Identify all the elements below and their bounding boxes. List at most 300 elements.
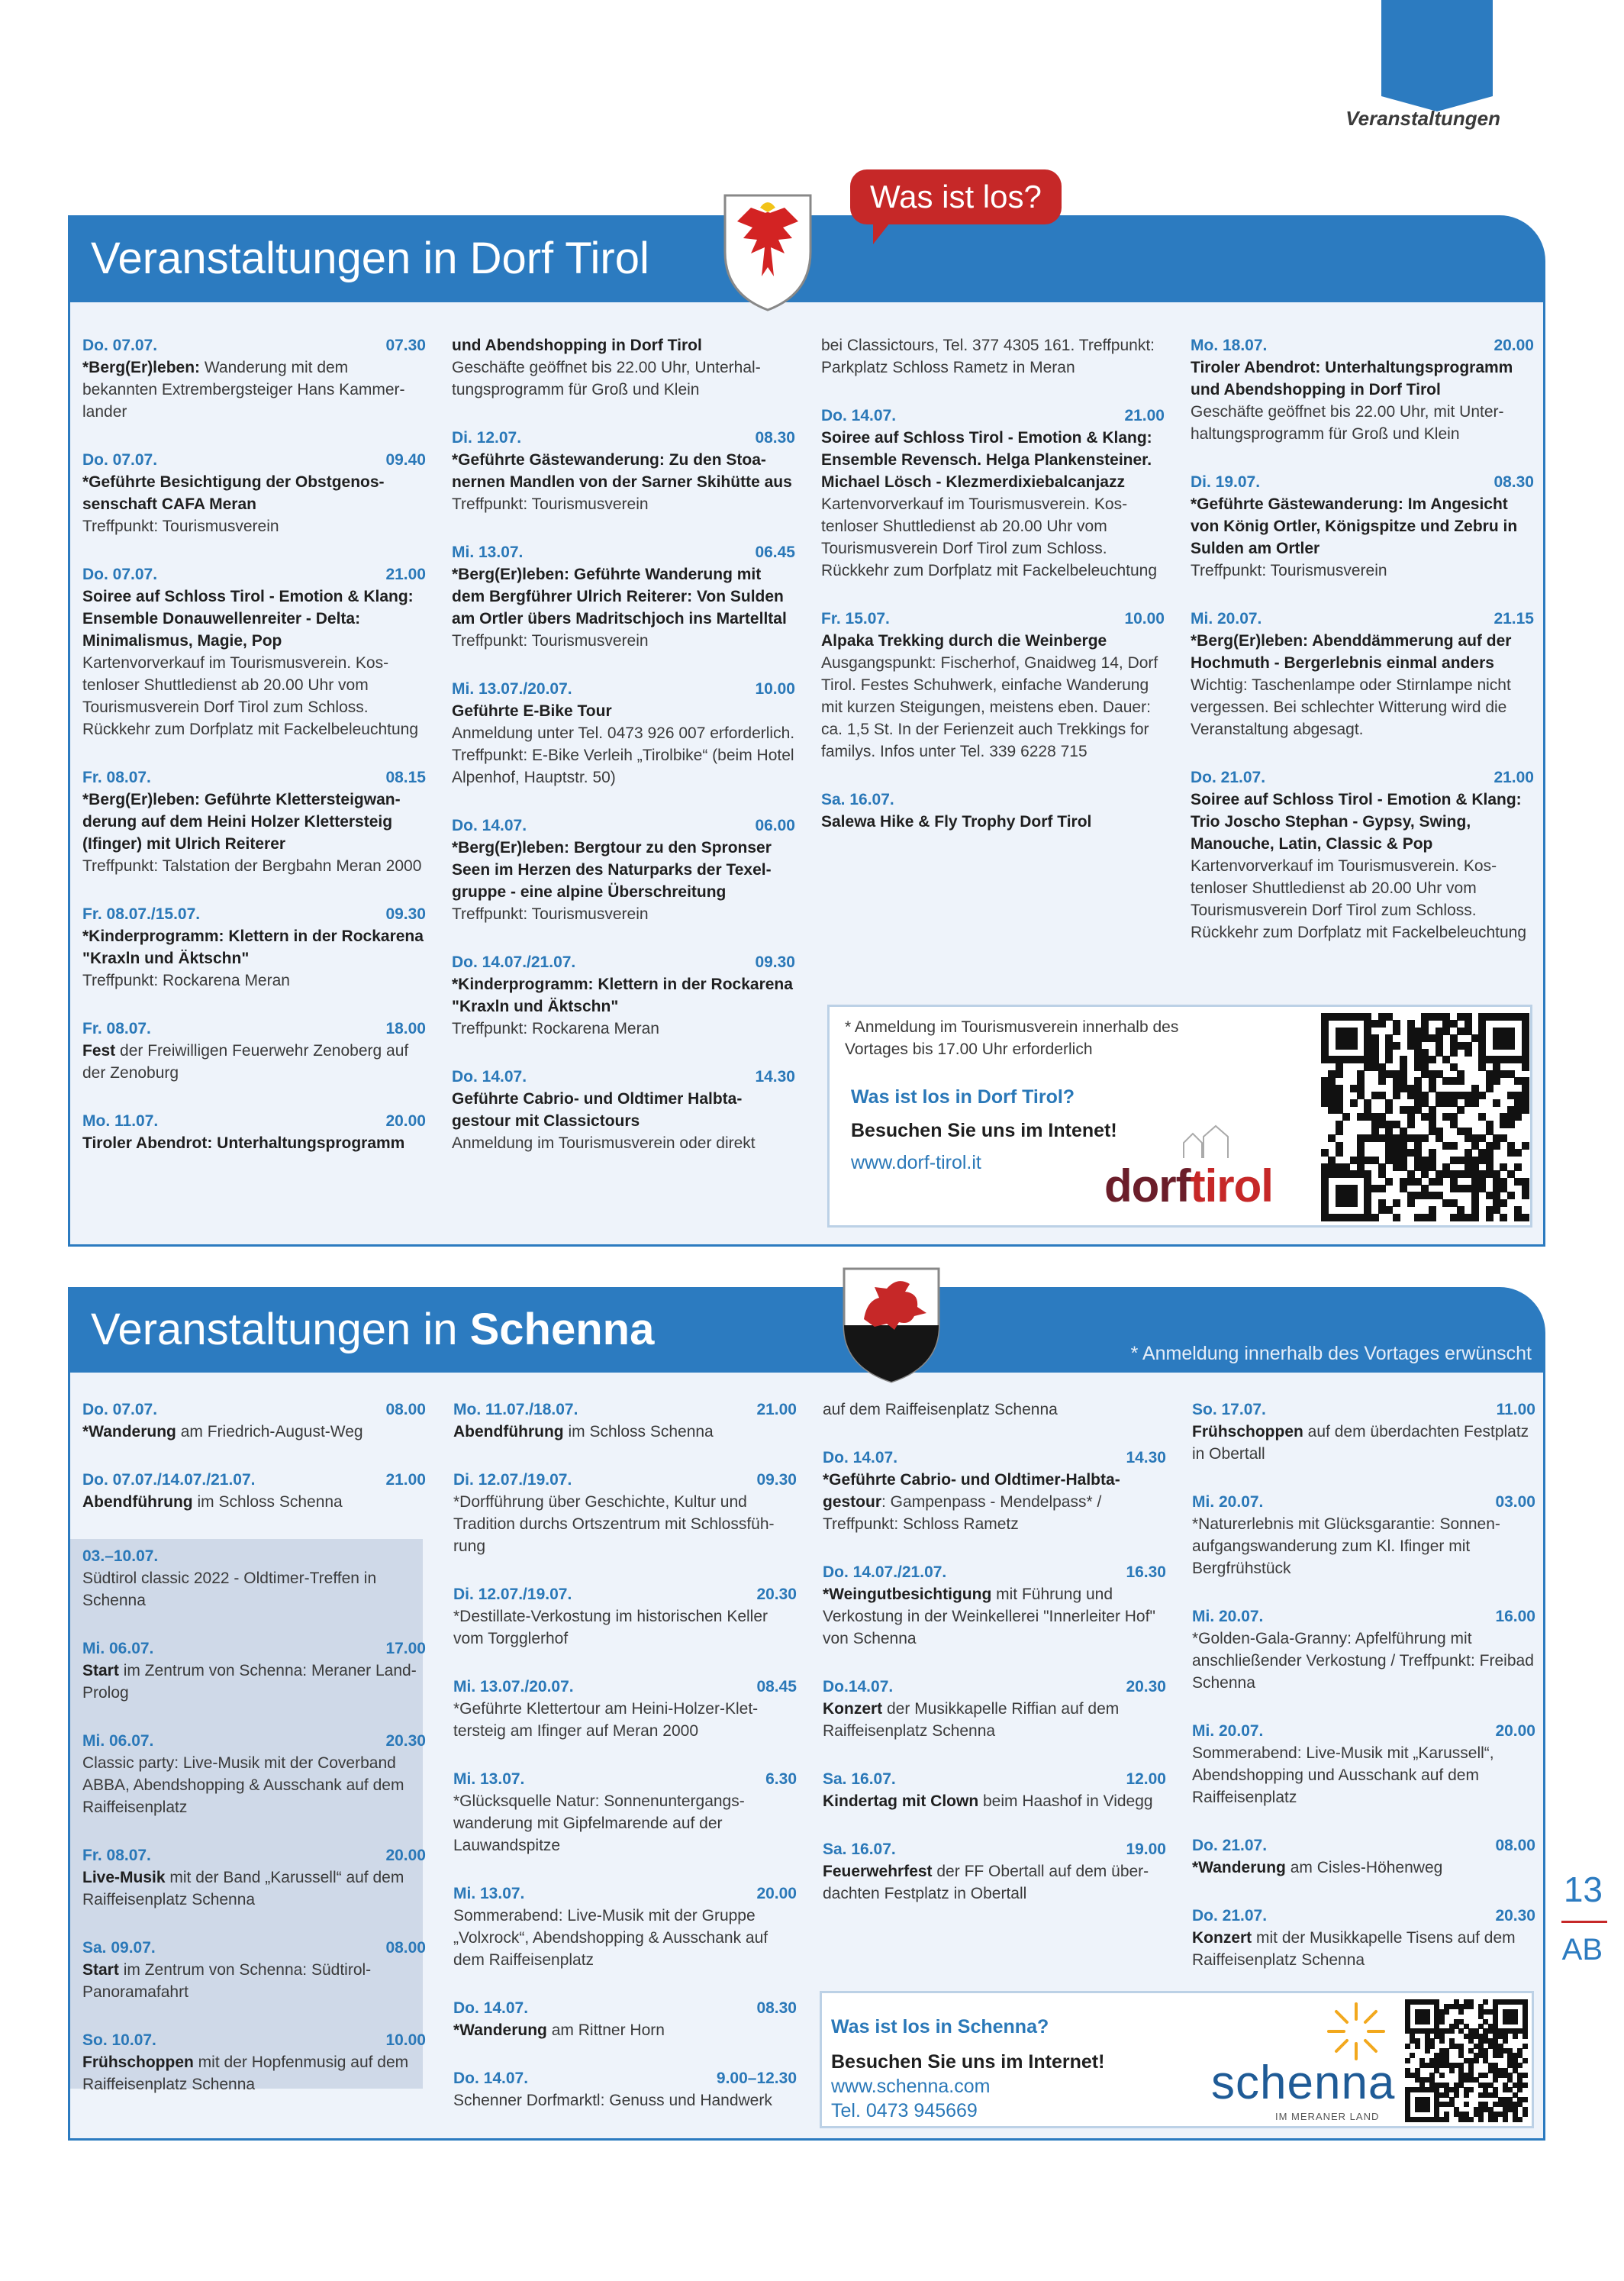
event-body — [823, 1469, 1166, 1535]
event-date: Mi. 20.07. — [1192, 1493, 1264, 1511]
event-text: im Schloss Schenna — [192, 1493, 343, 1511]
qr-module — [1454, 2092, 1459, 2098]
qr-module — [1493, 1077, 1500, 1085]
event-date: Sa. 09.07. — [82, 1939, 156, 1957]
event-text: bei Classictours, Tel. 377 4305 161. Treffpunkt: Parkplatz Schloss Rametz in Meran — [821, 337, 1155, 376]
tirol-column-2 — [452, 334, 795, 1180]
event-item — [453, 2067, 797, 2112]
qr-module — [1513, 2034, 1518, 2039]
event-body — [1191, 493, 1534, 582]
qr-module — [1478, 2117, 1484, 2122]
event-date-row — [82, 563, 426, 586]
event-title: *Geführte Gästewanderung: Zu den Stoanernen Mandlen von der Sarner Skihütte aus — [452, 451, 792, 491]
event-text: Treffpunkt: Rockarena Meran — [452, 1020, 659, 1037]
tirol-promo-question: Was ist los in Dorf Tirol? — [851, 1086, 1075, 1108]
event-item — [452, 678, 795, 789]
event-time: 21.00 — [385, 1471, 426, 1489]
event-item — [1191, 334, 1534, 445]
qr-module — [1522, 2097, 1528, 2102]
qr-module — [1522, 1142, 1529, 1150]
qr-module — [1378, 1020, 1386, 1028]
event-text: Sommerabend: Live-Musik mit der Gruppe „Volxrock“, Abendshopping & Ausschank auf dem Raiffeisenplatz — [453, 1907, 768, 1969]
event-body — [823, 1698, 1166, 1742]
event-title: Abendführung — [82, 1493, 193, 1511]
qr-module — [1429, 1056, 1436, 1063]
event-title: *Geführte Cabrio- und Oldtimer-Halbtagestour — [823, 1471, 1120, 1511]
qr-module — [1444, 2009, 1449, 2015]
qr-module — [1449, 2028, 1455, 2034]
event-body — [82, 1866, 426, 1911]
event-body — [82, 1959, 426, 2003]
event-item — [823, 1561, 1166, 1650]
event-time: 03.00 — [1495, 1493, 1535, 1511]
event-title: *Geführte Besichtigung der Obstgenossenschaft CAFA Meran — [82, 473, 385, 513]
event-text: Treffpunkt: Rockarena Meran — [82, 972, 290, 989]
schenna-banner-title — [91, 1287, 654, 1373]
qr-module — [1493, 1099, 1500, 1107]
qr-module — [1517, 2063, 1522, 2068]
event-item — [82, 903, 426, 992]
event-body — [452, 837, 795, 925]
event-body — [82, 586, 426, 740]
qr-module — [1478, 1092, 1486, 1099]
event-body — [452, 1088, 795, 1154]
qr-module — [1471, 1099, 1479, 1107]
event-text: Treffpunkt: Tourismusverein — [1191, 562, 1387, 579]
event-text: Wanderung mit dem bekannten Extrembergsteiger Hans Kammerlander — [82, 359, 405, 421]
event-body — [1192, 1857, 1535, 1879]
event-date-row — [82, 1637, 426, 1660]
event-time: 09.40 — [385, 451, 426, 469]
event-date-row — [823, 1447, 1166, 1469]
event-body — [1192, 1628, 1535, 1694]
event-date: Do.14.07. — [823, 1678, 894, 1695]
qr-module — [1378, 1077, 1386, 1085]
qr-module — [1500, 1214, 1507, 1221]
qr-module — [1410, 2053, 1415, 2058]
event-item — [821, 405, 1165, 582]
qr-module — [1429, 1214, 1436, 1221]
event-date: So. 10.07. — [82, 2031, 156, 2049]
schenna-column-1 — [82, 1399, 426, 1539]
tirol-promo-box — [827, 1005, 1532, 1228]
event-title: *Berg(Er)leben: Geführte Wanderung mit dem Bergführer Ulrich Reiterer: Von Sulden am Ortler übers Madritschjoch ins Martelltal — [452, 566, 787, 628]
event-date: Do. 21.07. — [1192, 1837, 1268, 1854]
event-body — [453, 1605, 797, 1650]
event-text: Treffpunkt: Talstation der Bergbahn Meran 2000 — [82, 857, 422, 875]
qr-module — [1444, 2117, 1449, 2122]
qr-module — [1507, 1042, 1515, 1050]
event-item — [453, 1676, 797, 1742]
event-date-row — [1191, 766, 1534, 789]
event-item — [452, 951, 795, 1040]
event-date: Mi. 20.07. — [1192, 1722, 1264, 1740]
event-body — [453, 1698, 797, 1742]
event-item — [1192, 1399, 1535, 1465]
event-text: *Naturerlebnis mit Glücksgarantie: Sonnenaufgangswanderung zum Kl. Ifinger mit Bergfrühstück — [1192, 1515, 1500, 1577]
schenna-column-1-highlight — [82, 1545, 426, 2121]
event-text: der Musikkapelle Riffian auf dem Raiffeisenplatz Schenna — [823, 1700, 1120, 1740]
qr-module — [1474, 2058, 1479, 2063]
schenna-promo-url[interactable]: www.schenna.com — [831, 2076, 991, 2097]
event-date-row — [82, 1730, 426, 1752]
event-date: Mi. 13.07. — [452, 544, 524, 561]
event-date-row — [823, 1768, 1166, 1790]
event-title: *Berg(Er)leben: — [82, 359, 201, 376]
qr-module — [1439, 2019, 1445, 2025]
event-date: Do. 07.07. — [82, 1401, 158, 1418]
event-time: 09.30 — [385, 905, 426, 923]
qr-module — [1522, 1192, 1529, 1199]
event-date-row — [1191, 471, 1534, 493]
schenna-qr-code[interactable] — [1405, 1999, 1527, 2121]
qr-module — [1517, 2087, 1522, 2092]
qr-module — [1393, 1042, 1400, 1050]
schenna-note: * Anmeldung innerhalb des Vortages erwünscht — [1130, 1343, 1532, 1364]
event-title: Start — [82, 1961, 119, 1979]
event-time: 08.00 — [385, 1401, 426, 1418]
qr-module — [1522, 1106, 1529, 1114]
qr-module — [1522, 2044, 1528, 2049]
schenna-promo-box — [820, 1991, 1534, 2128]
event-item — [82, 2029, 426, 2095]
event-title: *Kinderprogramm: Klettern in der Rockarena "Kraxln und Äktschn" — [452, 976, 793, 1015]
qr-module — [1415, 2044, 1420, 2049]
event-time: 20.00 — [756, 1885, 797, 1902]
event-item — [453, 1583, 797, 1650]
event-time: 6.30 — [765, 1770, 797, 1788]
event-item — [823, 1447, 1166, 1535]
event-title: *Berg(Er)leben: Geführte Klettersteigwanderung auf dem Heini Holzer Klettersteig (Ifinger) mit Ulrich Reiterer — [82, 791, 401, 853]
event-title: Geführte Cabrio- und Oldtimer Halbtagestour mit Classictours — [452, 1090, 743, 1130]
qr-module — [1493, 2077, 1498, 2083]
event-time: 08.30 — [756, 1999, 797, 2017]
event-text: der FF Obertall auf dem überdachten Festplatz in Obertall — [823, 1863, 1149, 1902]
tirol-promo-visit: Besuchen Sie uns im Intenet! — [851, 1120, 1117, 1141]
event-item — [82, 449, 426, 537]
event-item — [823, 1676, 1166, 1742]
page-number-top: 13 — [1563, 1870, 1603, 1909]
event-title: *Berg(Er)leben: Bergtour zu den Spronser Seen im Herzen des Naturparks der Texelgruppe - eine alpine Überschreitung — [452, 839, 772, 901]
event-body — [453, 1790, 797, 1857]
qr-module — [1468, 2117, 1474, 2122]
event-date: Di. 19.07. — [1191, 473, 1261, 491]
event-date-row — [823, 1561, 1166, 1583]
event-text: Wichtig: Taschenlampe oder Stirnlampe nicht vergessen. Bei schlechter Witterung wird die Veranstaltung abgesagt. — [1191, 676, 1511, 738]
event-text: *Golden-Gala-Granny: Apfelführung mit anschließender Verkostung / Treffpunkt: Freibad Schenna — [1192, 1630, 1534, 1692]
event-item — [453, 1997, 797, 2041]
tirol-promo-url[interactable]: www.dorf-tirol.it — [851, 1152, 981, 1173]
event-text: Treffpunkt: Tourismusverein — [82, 518, 279, 535]
event-time: 07.30 — [385, 337, 426, 354]
event-title: Salewa Hike & Fly Trophy Dorf Tirol — [821, 813, 1092, 831]
event-time: 16.00 — [1495, 1608, 1535, 1625]
event-body — [823, 1790, 1166, 1812]
qr-module — [1498, 2053, 1503, 2058]
event-text: am Cisles-Höhenweg — [1285, 1859, 1443, 1876]
event-time: 20.00 — [385, 1112, 426, 1130]
event-body — [453, 1421, 797, 1443]
event-date-row — [453, 1399, 797, 1421]
schenna-column-2 — [453, 1399, 797, 2137]
section-label: Veranstaltungen — [1345, 107, 1500, 130]
event-date-row — [1192, 1605, 1535, 1628]
qr-module — [1425, 2019, 1430, 2025]
qr-module — [1436, 1178, 1443, 1186]
qr-module — [1407, 1199, 1415, 1207]
event-time: 18.00 — [385, 1020, 426, 1037]
event-time: 08.00 — [1495, 1837, 1535, 1854]
event-date-row — [1191, 608, 1534, 630]
qr-module — [1336, 1128, 1343, 1135]
event-body — [452, 563, 795, 652]
event-text: Kartenvorverkauf im Tourismusverein. Kostenloser Shuttledienst ab 20.00 Uhr vom Tourismusverein Dorf Tirol zum Schloss. Rückkehr zum Dorfplatz mit Fackelbeleuchtung — [82, 654, 419, 738]
event-date: Do. 07.07. — [82, 451, 158, 469]
event-title: Frühschoppen — [1192, 1423, 1303, 1441]
qr-module — [1500, 1199, 1507, 1207]
event-text: Treffpunkt: Tourismusverein — [452, 495, 649, 513]
event-time: 20.30 — [756, 1586, 797, 1603]
event-item — [1191, 608, 1534, 740]
event-title: Soiree auf Schloss Tirol - Emotion & Klang: Ensemble Donauwellenreiter - Delta: Minimalismus, Magie, Pop — [82, 588, 414, 650]
qr-module — [1457, 1106, 1464, 1114]
schenna-promo-question: Was ist los in Schenna? — [831, 2016, 1049, 2037]
event-time: 09.30 — [755, 953, 795, 971]
qr-module — [1471, 1214, 1479, 1221]
event-time: 10.00 — [1124, 610, 1165, 628]
event-body — [1191, 357, 1534, 445]
event-time: 10.00 — [385, 2031, 426, 2049]
event-item — [82, 766, 426, 877]
event-text: im Schloss Schenna — [563, 1423, 714, 1441]
schenna-promo-visit: Besuchen Sie uns im Internet! — [831, 2051, 1105, 2073]
event-body — [453, 2019, 797, 2041]
event-text: am Friedrich-August-Weg — [176, 1423, 363, 1441]
dorftirol-logo-houses-icon — [1181, 1121, 1242, 1160]
qr-module — [1522, 2058, 1528, 2063]
qr-module — [1507, 1192, 1515, 1199]
event-title: Abendführung — [453, 1423, 564, 1441]
event-item — [452, 427, 795, 515]
event-date: Fr. 15.07. — [821, 610, 890, 628]
qr-module — [1429, 2044, 1435, 2049]
tirol-banner-title: Veranstaltungen in Dorf Tirol — [91, 234, 649, 283]
schenna-sun-icon — [1326, 2001, 1387, 2062]
qr-module — [1522, 1063, 1529, 1071]
event-date: Mi. 20.07. — [1192, 1608, 1264, 1625]
qr-module — [1493, 2117, 1498, 2122]
event-date-row — [82, 1545, 426, 1567]
qr-module — [1514, 1113, 1522, 1121]
event-date-row — [452, 427, 795, 449]
qr-module — [1350, 1199, 1358, 1207]
event-item — [821, 789, 1165, 833]
qr-module — [1464, 2092, 1469, 2098]
event-text: mit der Musikkapelle Tisens auf dem Raiffeisenplatz Schenna — [1192, 1929, 1516, 1969]
schenna-promo-tel: Tel. 0473 945669 — [831, 2100, 978, 2121]
event-text: *Glücksquelle Natur: Sonnenuntergangswanderung mit Gipfelmarende auf der Lauwandspitze — [453, 1792, 745, 1854]
event-body — [82, 1132, 426, 1154]
event-date: Mo. 11.07. — [82, 1112, 159, 1130]
event-date: Mi. 13.07./20.07. — [453, 1678, 574, 1695]
schenna-banner-bold: Schenna — [469, 1305, 655, 1354]
event-item — [821, 334, 1165, 379]
event-date: Mo. 18.07. — [1191, 337, 1268, 354]
event-body — [452, 973, 795, 1040]
event-body — [453, 1491, 797, 1557]
event-date-row — [452, 951, 795, 973]
event-date-row — [453, 1676, 797, 1698]
event-time: 08.30 — [755, 429, 795, 447]
event-title: *Wanderung — [1192, 1859, 1286, 1876]
event-text: mit der Hopfenmusig auf dem Raiffeisenplatz Schenna — [82, 2054, 409, 2093]
event-time: 14.30 — [755, 1068, 795, 1086]
event-date-row — [82, 1937, 426, 1959]
event-text: Schenner Dorfmarktl: Genuss und Handwerk — [453, 2092, 772, 2109]
event-text: mit Führung und Verkostung in der Weinkellerei "Innerleiter Hof" von Schenna — [823, 1586, 1155, 1647]
event-date-row — [453, 1997, 797, 2019]
event-item — [1192, 1834, 1535, 1879]
event-time: 14.30 — [1126, 1449, 1166, 1466]
event-date-row — [1192, 1834, 1535, 1857]
event-date: Do. 14.07. — [452, 1068, 527, 1086]
qr-module — [1385, 1178, 1393, 1186]
event-date: Do. 14.07./21.07. — [823, 1563, 947, 1581]
event-time: 10.00 — [755, 680, 795, 698]
qr-module — [1493, 1142, 1500, 1150]
qr-module — [1336, 1070, 1343, 1078]
event-text: beim Haashof in Videgg — [978, 1792, 1153, 1810]
event-body — [82, 1752, 426, 1818]
event-title: Soiree auf Schloss Tirol - Emotion & Klang: Trio Joscho Stephan - Gypsy, Swing, Manouche, Latin, Classic & Pop — [1191, 791, 1522, 853]
event-item — [82, 1469, 426, 1513]
tirol-qr-code[interactable] — [1321, 1013, 1529, 1221]
event-body — [1191, 789, 1534, 944]
event-item — [82, 334, 426, 423]
event-date: Sa. 16.07. — [823, 1841, 896, 1858]
event-time: 09.30 — [756, 1471, 797, 1489]
qr-module — [1393, 1199, 1400, 1207]
event-text: im Zentrum von Schenna: Südtirol-Panoramafahrt — [82, 1961, 372, 2001]
event-date-row — [1192, 1720, 1535, 1742]
event-date-row — [452, 678, 795, 700]
schenna-column-3 — [823, 1399, 1166, 1931]
event-text: mit der Band „Karussell“ auf dem Raiffeisenplatz Schenna — [82, 1869, 404, 1908]
event-body — [82, 357, 426, 423]
event-date-row — [823, 1676, 1166, 1698]
event-body — [1192, 1513, 1535, 1579]
event-time: 20.30 — [1126, 1678, 1166, 1695]
event-item — [82, 1637, 426, 1704]
event-body — [82, 1491, 426, 1513]
qr-module — [1486, 1085, 1494, 1092]
qr-module — [1350, 1042, 1358, 1050]
qr-module — [1405, 2044, 1410, 2049]
event-time: 21.00 — [385, 566, 426, 583]
qr-module — [1425, 2107, 1430, 2112]
event-title: Soiree auf Schloss Tirol - Emotion & Klang: Ensemble Revensch. Helga Plankensteiner. Michael Lösch - Klezmerdixiebalcanjazz — [821, 429, 1152, 491]
event-text: Kartenvorverkauf im Tourismusverein. Kostenloser Shuttledienst ab 20.00 Uhr vom Tourismusverein Dorf Tirol zum Schloss. Rückkehr zum Dorfplatz mit Fackelbeleuchtung — [1191, 857, 1527, 941]
event-date-row — [453, 1583, 797, 1605]
schenna-coat-of-arms-icon — [841, 1266, 942, 1385]
qr-module — [1439, 2073, 1445, 2078]
qr-module — [1450, 1142, 1458, 1150]
event-date: Do. 07.07. — [82, 337, 158, 354]
event-item — [1192, 1605, 1535, 1694]
event-date: Fr. 08.07./15.07. — [82, 905, 201, 923]
event-item — [823, 1768, 1166, 1812]
qr-module — [1522, 2034, 1528, 2039]
event-date: Do. 21.07. — [1191, 769, 1266, 786]
qr-module — [1350, 1099, 1358, 1107]
event-item — [453, 1399, 797, 1443]
event-body — [452, 449, 795, 515]
event-title: *Wanderung — [82, 1423, 176, 1441]
event-time: 20.00 — [1495, 1722, 1535, 1740]
event-time: 20.30 — [385, 1732, 426, 1750]
qr-module — [1522, 2112, 1528, 2117]
event-date: Do. 21.07. — [1192, 1907, 1268, 1924]
event-title: *Wanderung — [453, 2021, 547, 2039]
event-body — [82, 1040, 426, 1084]
event-item — [452, 815, 795, 925]
event-text: Classic party: Live-Musik mit der Coverband ABBA, Abendshopping & Ausschank auf dem Raiffeisenplatz — [82, 1754, 404, 1816]
event-body — [453, 1905, 797, 1971]
event-time: 20.30 — [1495, 1907, 1535, 1924]
event-text: *Destillate-Verkostung im historischen Keller vom Torgglerhof — [453, 1608, 768, 1647]
event-time: 11.00 — [1496, 1401, 1535, 1418]
tirol-column-1 — [82, 334, 426, 1180]
event-date-row — [82, 766, 426, 789]
event-item — [453, 1768, 797, 1857]
event-text: auf dem Raiffeisenplatz Schenna — [823, 1401, 1058, 1418]
qr-module — [1421, 1134, 1429, 1142]
qr-module — [1457, 1077, 1464, 1085]
dorftirol-logo-tirol: tirol — [1190, 1160, 1273, 1211]
qr-module — [1513, 2019, 1518, 2025]
event-title: Tiroler Abendrot: Unterhaltungsprogramm — [82, 1134, 405, 1152]
event-date: Sa. 16.07. — [821, 791, 894, 808]
event-body — [453, 2089, 797, 2112]
event-date: Mi. 13.07. — [453, 1770, 525, 1788]
event-text: der Freiwilligen Feuerwehr Zenoberg auf der Zenoburg — [82, 1042, 409, 1082]
event-text: : Gampenpass - Mendelpass* / Treffpunkt: Schloss Rametz — [823, 1493, 1102, 1533]
event-title: Frühschoppen — [82, 2054, 194, 2071]
event-body — [452, 334, 795, 401]
page-number-bottom: AB — [1561, 1933, 1603, 1966]
event-item — [82, 1399, 426, 1443]
event-date: Di. 12.07. — [452, 429, 522, 447]
qr-module — [1468, 2004, 1474, 2009]
event-title: Live-Musik — [82, 1869, 166, 1886]
event-date-row — [1191, 334, 1534, 357]
event-date: Mi. 13.07./20.07. — [452, 680, 572, 698]
qr-module — [1522, 1214, 1529, 1221]
event-text: Geschäfte geöffnet bis 22.00 Uhr, mit Unterhaltungsprogramm für Groß und Klein — [1191, 403, 1504, 443]
qr-module — [1371, 1214, 1379, 1221]
event-body — [1192, 1421, 1535, 1465]
qr-module — [1336, 1149, 1343, 1157]
event-item — [452, 541, 795, 652]
event-time: 06.00 — [755, 817, 795, 834]
event-date: Mi. 06.07. — [82, 1732, 154, 1750]
event-title: Alpaka Trekking durch die Weinberge — [821, 632, 1107, 650]
event-date-row — [821, 789, 1165, 811]
event-text: Anmeldung unter Tel. 0473 926 007 erforderlich. Treffpunkt: E-Bike Verleih „Tirolbike“ (beim Hotel Alpenhof, Hauptstr. 50) — [452, 724, 795, 786]
qr-module — [1514, 1163, 1522, 1171]
tirol-coat-of-arms-icon — [720, 191, 815, 313]
event-title: Feuerwehrfest — [823, 1863, 933, 1880]
